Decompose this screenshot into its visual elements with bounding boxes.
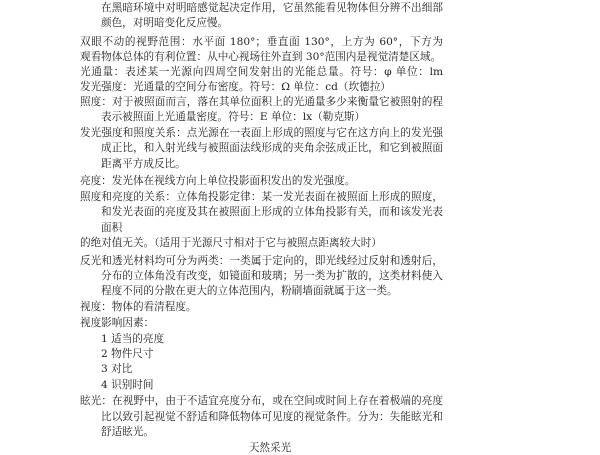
- list-item: 3 对比: [101, 363, 133, 375]
- text-line: 观看物体总体的有利位置：从中心视场往外直到 30°范围内是视觉清楚区域。: [80, 51, 442, 63]
- text-line: 表示被照面上光通量密度。符号：E 单位：lx（勒克斯）: [101, 111, 366, 123]
- text-line: 舒适眩光。: [101, 426, 154, 438]
- text-line: 亮度：发光体在视线方向上单位投影面积发出的发光强度。: [80, 175, 356, 187]
- text-line: 照度和亮度的关系：立体角投影定律：某一发光表面在被照面上形成的照度，: [80, 191, 443, 203]
- text-line: 分布的立体角没有改变，如镜面和玻璃；另一类为扩散的，这类材料使入: [101, 270, 443, 282]
- text-line: 比以致引起视觉不舒适和降低物体可见度的视觉条件。分为：失能眩光和: [101, 411, 443, 423]
- text-line: 视度影响因素：: [80, 317, 155, 329]
- text-line: 眩光：在视野中，由于不适宜亮度分布，或在空间或时间上存在着极端的亮度: [80, 395, 443, 407]
- text-line: 程度不同的分散在更大的立体范围内，粉刷墙面就属于这一类。: [101, 285, 398, 297]
- text-line: 成正比，和入射光线与被照面法线形成的夹角余弦成正比，和它到被照面: [101, 142, 443, 154]
- text-line: 颜色，对明暗变化反应慢。: [101, 17, 229, 29]
- text-line: 照度：对于被照面而言，落在其单位面积上的光通量多少来衡量它被照射的程: [80, 96, 443, 108]
- text-line: 和发光表面的亮度及其在被照面上形成的立体角投影有关，而和该发光表: [101, 206, 443, 218]
- list-item: 1 适当的亮度: [101, 333, 165, 345]
- text-line: 发光强度和照度关系：点光源在一表面上形成的照度与它在这方向上的发光强: [80, 127, 443, 139]
- text-line: 发光强度：光通量的空间分布密度。符号：Ω 单位：cd（坎德拉）: [80, 81, 391, 93]
- text-line: 面积: [101, 222, 123, 234]
- text-line: 在黑暗环境中对明暗感觉起决定作用，它虽然能看见物体但分辨不出细部: [101, 2, 443, 14]
- section-heading: 天然采光: [248, 442, 292, 454]
- text-line: 光通量：表述某一光源向四周空间发射出的光能总量。符号：φ 单位：lm: [80, 66, 443, 78]
- list-item: 2 物件尺寸: [101, 348, 154, 360]
- list-item: 4 识别时间: [101, 379, 154, 391]
- text-line: 视度：物体的看清程度。: [80, 301, 197, 313]
- text-line: 距离平方成反比。: [101, 158, 186, 170]
- text-line: 反光和透光材料均可分为两类：一类属于定向的，即光线经过反射和透射后，: [80, 255, 443, 267]
- text-line: 的绝对值无关。（适用于光源尺寸相对于它与被照点距离较大时）: [80, 237, 382, 249]
- text-line: 双眼不动的视野范围：水平面 180°；垂直面 130°，上方为 60°，下方为: [80, 36, 443, 48]
